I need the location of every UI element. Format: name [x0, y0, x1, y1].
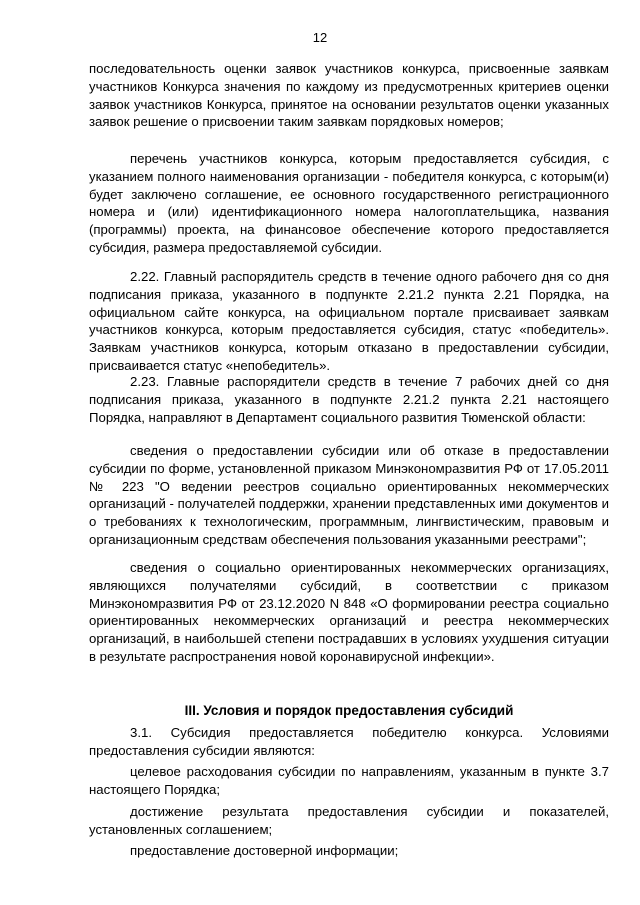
- page-number: 12: [312, 30, 328, 45]
- paragraph-recipients-list: перечень участников конкурса, которым предоставляется субсидия, с указанием полного наименования организации - победителя конкурса, с которым(и) будет заключено соглашение, ее основного государственного регистрационного номера и (или) идентификационного номера налогоплательщика, названия (программы) проекта, на финансовое обеспечение которого предоставляется субсидия, размера предоставляемой субсидии.: [89, 151, 609, 255]
- paragraph-registry-info: сведения о социально ориентированных некоммерческих организациях, являющихся получателями субсидий, в соответствии с приказом Минэкономразвития РФ от 23.12.2020 N 848 «О формировании реестра социально ориентированных некоммерческих организаций и реестра некоммерческих организаций, в наибольшей степени пострадавших в условиях ухудшения ситуации в результате распространения новой коронавирусной инфекции».: [89, 560, 609, 664]
- paragraph-2-23: 2.23. Главные распорядители средств в течение 7 рабочих дней со дня подписания приказа, указанного в подпункте 2.21.2 пункта 2.21 настоящего Порядка, направляют в Департамент социального развития Тюменской области:: [89, 374, 609, 425]
- paragraph-condition-reliable-info: предоставление достоверной информации;: [130, 843, 399, 858]
- paragraph-subsidy-info: сведения о предоставлении субсидии или об отказе в предоставлении субсидии по форме, установленной приказом Минэкономразвития РФ от 17.05.2011 № 223 "О ведении реестров социально ориентированных некоммерческих организаций - получателей поддержки, хранении представленных ими документов и о требованиях к технологическим, программным, лингвистическим, правовым и организационным средствам обеспечения пользования указанными реестрами";: [89, 443, 609, 547]
- paragraph-3-1: 3.1. Субсидия предоставляется победителю конкурса. Условиями предоставления субсидии являются:: [89, 725, 609, 758]
- paragraph-condition-targeted-use: целевое расходования субсидии по направлениям, указанным в пункте 3.7 настоящего Порядка;: [89, 764, 609, 797]
- section-heading: III. Условия и порядок предоставления субсидий: [184, 703, 514, 718]
- paragraph-evaluation-order: последовательность оценки заявок участников конкурса, присвоенные заявкам участников Конкурса значения по каждому из предусмотренных критериев оценки заявок участников Конкурса, принятое на основании результатов оценки указанных заявок решение о присвоении таким заявкам порядковых номеров;: [89, 61, 609, 130]
- paragraph-2-22: 2.22. Главный распорядитель средств в течение одного рабочего дня со дня подписания приказа, указанного в подпункте 2.21.2 пункта 2.21 Порядка, на официальном сайте конкурса, на официальном портале присваивает заявкам участников конкурса, которым предоставляется субсидия, статус «победитель». Заявкам участников конкурса, которым отказано в предоставлении субсидии, присваивается статус «непобедитель».: [89, 269, 609, 373]
- paragraph-condition-results: достижение результата предоставления субсидии и показателей, установленных соглашением;: [89, 804, 609, 837]
